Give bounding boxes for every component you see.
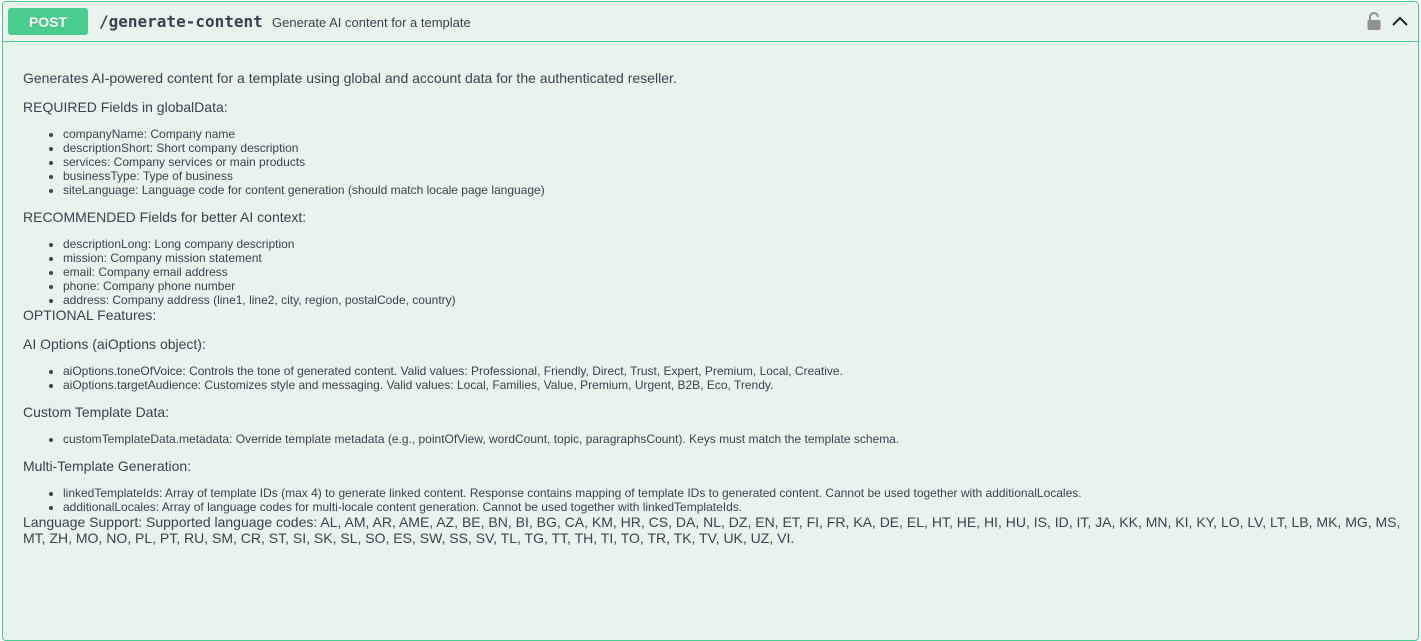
section-title: AI Options (aiOptions object): <box>23 336 206 352</box>
list-item: • aiOptions.toneOfVoice: Controls the tone of generated content. Valid values: Professional, Friendly, Direct, Trust, Expert, Premium, Local, Creative. <box>63 364 1408 378</box>
ai-options-section <box>23 336 1408 392</box>
list-item: • services: Company services or main products <box>63 155 1408 169</box>
multi-template-list <box>23 486 1408 514</box>
operation-summary[interactable] <box>3 2 1418 42</box>
chevron-up-icon[interactable] <box>1390 12 1410 30</box>
required-list <box>23 127 1408 197</box>
list-item: • linkedTemplateIds: Array of template IDs (max 4) to generate linked content. Response contains mapping of template IDs to generated content. Cannot be used together with additionalLocales. <box>63 486 1408 500</box>
section-title: Custom Template Data: <box>23 404 170 420</box>
operation-description <box>23 70 1408 546</box>
section-title: RECOMMENDED Fields for better AI context: <box>23 209 307 225</box>
custom-template-list <box>23 432 1408 446</box>
multi-template-section <box>23 458 1408 514</box>
ai-options-list <box>23 364 1408 392</box>
list-item: • descriptionLong: Long company description <box>63 237 1408 251</box>
list-item: • companyName: Company name <box>63 127 1408 141</box>
recommended-list <box>23 237 1408 307</box>
section-title: Multi-Template Generation: <box>23 458 192 474</box>
list-item: • businessType: Type of business <box>63 169 1408 183</box>
list-item: • aiOptions.targetAudience: Customizes style and messaging. Valid values: Local, Families, Value, Premium, Urgent, B2B, Eco, Trendy. <box>63 378 1408 392</box>
lock-icon[interactable] <box>1366 11 1382 31</box>
recommended-section <box>23 209 1408 307</box>
list-item: • descriptionShort: Short company description <box>63 141 1408 155</box>
list-item: • customTemplateData.metadata: Override template metadata (e.g., pointOfView, wordCount, topic, paragraphsCount). Keys must match the template schema. <box>63 432 1408 446</box>
list-item: • phone: Company phone number <box>63 279 1408 293</box>
list-item: • mission: Company mission statement <box>63 251 1408 265</box>
list-item: • siteLanguage: Language code for content generation (should match locale page language) <box>63 183 1408 197</box>
language-support: Language Support: Supported language codes: AL, AM, AR, AME, AZ, BE, BN, BI, BG, CA, KM, HR, CS, DA, NL, DZ, EN, ET, FI, FR, KA, DE, EL, HT, HE, HI, HU, IS, ID, IT, JA, KK, MN, KI, KY, LO, LV, LT, LB, MK, MG, MS, MT, ZH, MO, NO, PL, PT, RU, SM, CR, ST, SI, SK, SL, SO, ES, SW, SS, SV, TL, TG, TT, TH, TI, TO, TR, TK, TV, UK, UZ, VI. <box>23 514 1401 546</box>
operation-block <box>2 1 1419 641</box>
operation-path: /generate-content <box>99 12 263 31</box>
custom-template-section <box>23 404 1408 446</box>
description-intro: Generates AI-powered content for a template using global and account data for the authenticated reseller. <box>23 70 677 86</box>
optional-title: OPTIONAL Features: <box>23 307 157 323</box>
list-item: • email: Company email address <box>63 265 1408 279</box>
operation-summary-text: Generate AI content for a template <box>272 15 471 30</box>
required-section <box>23 99 1408 197</box>
list-item: • additionalLocales: Array of language codes for multi-locale content generation. Cannot be used together with linkedTemplateIds. <box>63 500 1408 514</box>
section-title: REQUIRED Fields in globalData: <box>23 99 228 115</box>
method-badge: POST <box>8 8 88 35</box>
list-item: • address: Company address (line1, line2, city, region, postalCode, country) <box>63 293 1408 307</box>
